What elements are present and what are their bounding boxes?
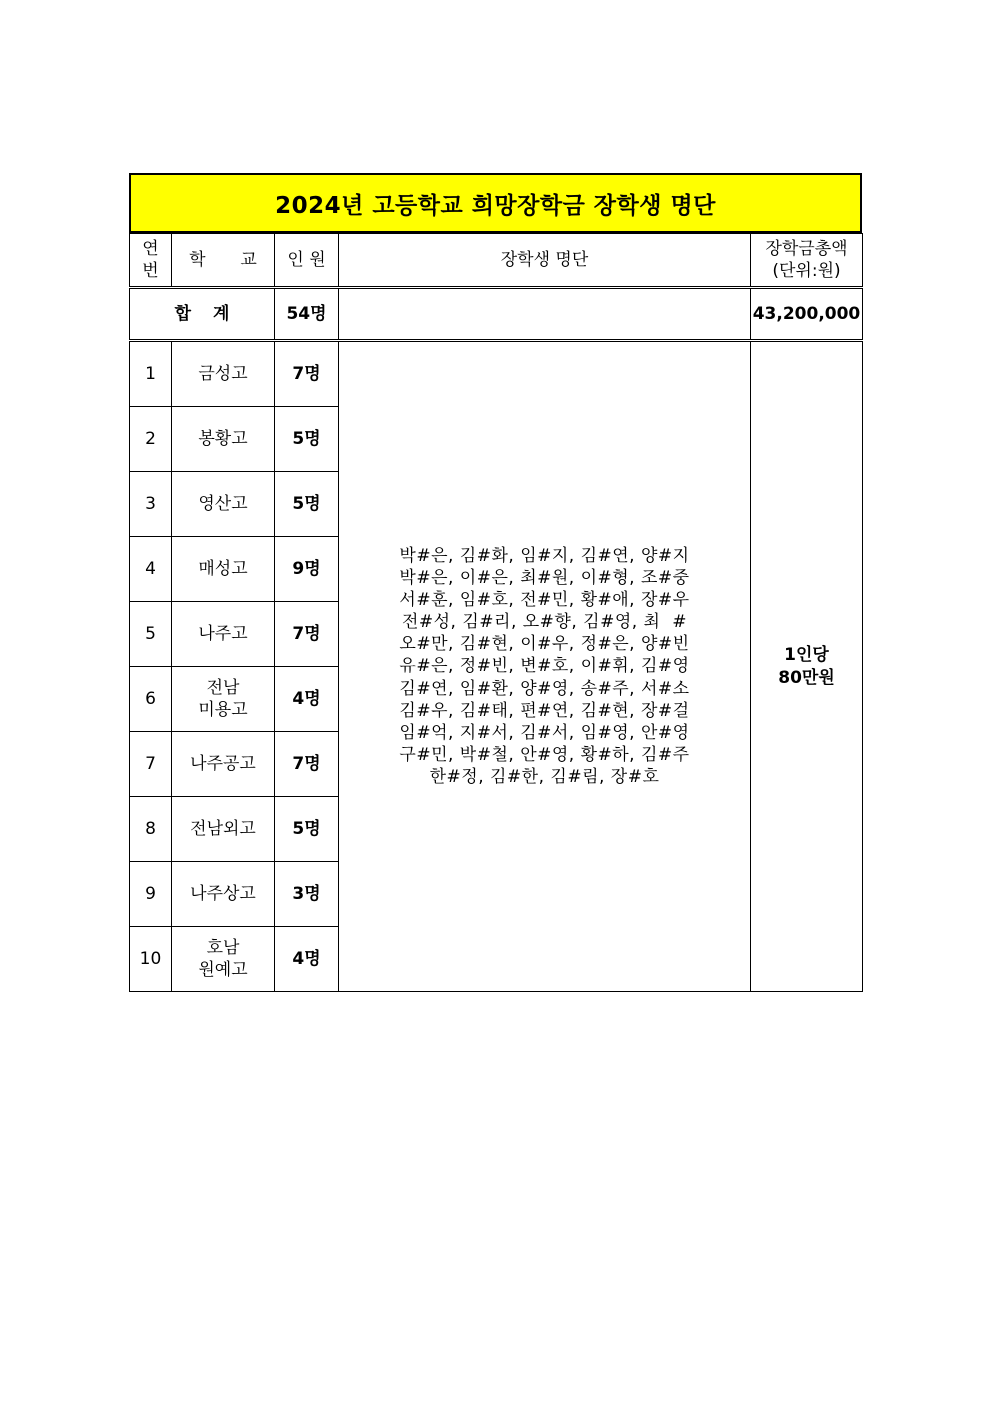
header-count: 인 원 (275, 234, 339, 288)
row-no: 2 (130, 407, 172, 472)
row-no: 3 (130, 472, 172, 537)
names-line: 서#훈, 임#호, 전#민, 황#애, 장#우 (399, 590, 690, 611)
row-school: 나주고 (172, 602, 275, 667)
names-line: 김#연, 임#환, 양#영, 송#주, 서#소 (399, 678, 690, 699)
per-person-amount: 1인당 80만원 (751, 341, 863, 992)
row-no: 7 (130, 732, 172, 797)
row-school: 영산고 (172, 472, 275, 537)
row-count: 7명 (275, 732, 339, 797)
header-no: 연 번 (130, 234, 172, 288)
header-total: 장학금총액 (단위:원) (751, 234, 863, 288)
scholarship-table (129, 233, 863, 992)
row-school: 전남 미용고 (172, 667, 275, 732)
row-no: 4 (130, 537, 172, 602)
row-count: 4명 (275, 667, 339, 732)
header-school: 학 교 (172, 234, 275, 288)
names-line: 유#은, 정#빈, 변#호, 이#휘, 김#영 (399, 656, 690, 677)
row-count: 4명 (275, 927, 339, 992)
row-no: 10 (130, 927, 172, 992)
row-count: 5명 (275, 407, 339, 472)
document-title: 2024년 고등학교 희망장학금 장학생 명단 (129, 173, 862, 233)
row-count: 9명 (275, 537, 339, 602)
row-school: 나주상고 (172, 862, 275, 927)
summary-count: 54명 (275, 288, 339, 341)
table-row (130, 341, 863, 407)
table-header-row (130, 234, 863, 288)
names-line: 박#은, 김#화, 임#지, 김#연, 양#지 (399, 545, 690, 566)
names-line: 한#정, 김#한, 김#림, 장#호 (429, 766, 660, 787)
row-school: 호남 원예고 (172, 927, 275, 992)
summary-label: 합 계 (130, 288, 275, 341)
row-count: 5명 (275, 797, 339, 862)
row-no: 5 (130, 602, 172, 667)
row-school: 봉황고 (172, 407, 275, 472)
names-line: 오#만, 김#현, 이#우, 정#은, 양#빈 (399, 634, 690, 655)
summary-names-empty (339, 288, 751, 341)
names-line: 김#우, 김#태, 편#연, 김#현, 장#걸 (399, 700, 690, 721)
row-count: 5명 (275, 472, 339, 537)
summary-amount: 43,200,000 (751, 288, 863, 341)
names-line: 임#억, 지#서, 김#서, 임#영, 안#영 (399, 722, 690, 743)
row-count: 7명 (275, 602, 339, 667)
row-no: 1 (130, 341, 172, 407)
summary-row (130, 288, 863, 341)
row-school: 전남외고 (172, 797, 275, 862)
row-no: 8 (130, 797, 172, 862)
row-no: 6 (130, 667, 172, 732)
student-names (339, 341, 751, 992)
names-line: 전#성, 김#리, 오#향, 김#영, 최 # (401, 612, 688, 633)
row-count: 3명 (275, 862, 339, 927)
row-school: 나주공고 (172, 732, 275, 797)
scholarship-sheet (129, 173, 862, 992)
row-school: 금성고 (172, 341, 275, 407)
header-names: 장학생 명단 (339, 234, 751, 288)
row-no: 9 (130, 862, 172, 927)
row-school: 매성고 (172, 537, 275, 602)
names-line: 구#민, 박#철, 안#영, 황#하, 김#주 (399, 744, 690, 765)
row-count: 7명 (275, 341, 339, 407)
names-line: 박#은, 이#은, 최#원, 이#형, 조#중 (399, 568, 690, 589)
